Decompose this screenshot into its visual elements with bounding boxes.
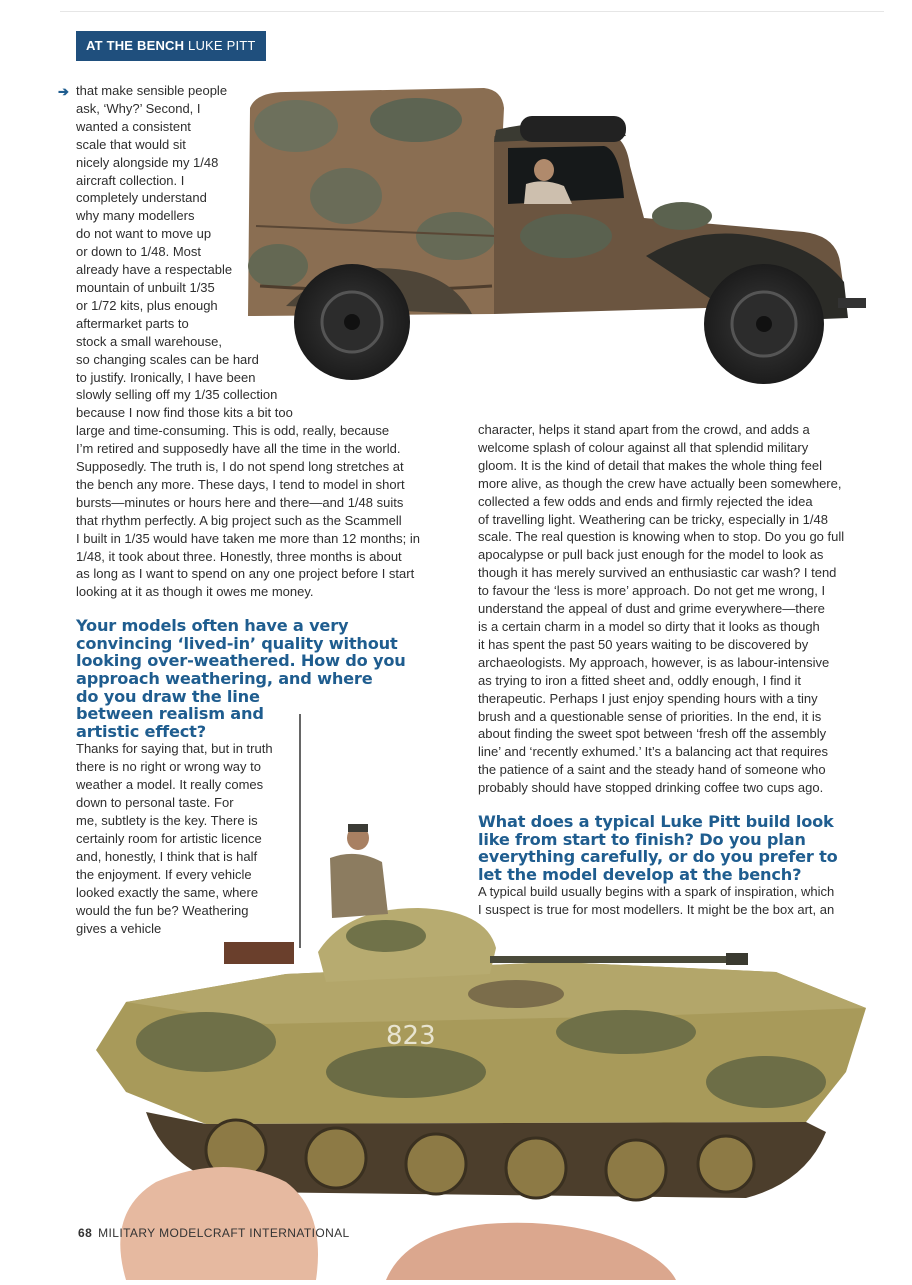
text-line: large and time-consuming. This is odd, really, because (76, 423, 390, 439)
text-line: the bench any more. These days, I tend to model in short (76, 476, 405, 492)
text-line: as trying to iron a fitted sheet and, oddly enough, I find it (478, 672, 802, 688)
text-line: archaeologists. My approach, however, is as labour-intensive (478, 654, 830, 670)
heading-line: What does a typical Luke Pitt build look (478, 812, 834, 832)
text-line: slowly selling off my 1/35 collection (76, 387, 278, 403)
continue-arrow-icon: ➔ (58, 84, 69, 99)
text-line: collected a few odds and ends and firmly rejected the idea (478, 493, 813, 509)
text-line: brush and a questionable sense of priorities. In the end, it is (478, 708, 822, 724)
text-line: me, subtlety is the key. There is (76, 813, 258, 829)
text-line: to favour the ‘less is more’ approach. Do not get me wrong, I (478, 583, 826, 599)
question-heading-weathering (76, 617, 436, 740)
intro-paragraph (76, 82, 436, 601)
text-line: mountain of unbuilt 1/35 (76, 279, 215, 295)
text-line: gloom. It is the kind of detail that makes the whole thing feel (478, 457, 822, 473)
text-line: is a certain charm in a model so dirty that it looks as though (478, 618, 820, 634)
text-line: so changing scales can be hard (76, 351, 259, 367)
text-line: probably should have stopped drinking coffee two cups ago. (478, 780, 824, 796)
text-line: aircraft collection. I (76, 172, 185, 188)
text-line: Supposedly. The truth is, I do not spend long stretches at (76, 459, 404, 475)
heading-line: like from start to finish? Do you plan (478, 829, 806, 849)
text-line: there is no right or wrong way to (76, 759, 261, 775)
text-line: down to personal taste. For (76, 795, 234, 811)
text-line: and, honestly, I think that is half (76, 848, 258, 864)
text-line: I built in 1/35 would have taken me more than 12 months; in (76, 530, 420, 546)
text-line: weather a model. It really comes (76, 777, 264, 793)
bmp-number: 823 (386, 1021, 436, 1051)
heading-line: artistic effect? (76, 721, 206, 741)
answer-paragraph-weathering (76, 740, 436, 937)
text-line: wanted a consistent (76, 118, 191, 134)
page-number: 68 (78, 1226, 93, 1240)
text-line: that make sensible people (76, 83, 228, 98)
text-line: it has spent the past 50 years waiting to be discovered by (478, 636, 809, 652)
text-line: understand the appeal of dust and grime everywhere—there (478, 601, 825, 617)
section-tag-bold: AT THE BENCH (86, 38, 185, 53)
text-line: or down to 1/48. Most (76, 244, 202, 260)
text-line: completely understand (76, 190, 207, 206)
text-line: looking at it as though it owes me money. (76, 584, 314, 600)
heading-line: do you draw the line (76, 686, 260, 706)
text-line: to justify. Ironically, I have been (76, 369, 256, 385)
text-line: therapeutic. Perhaps I just enjoy spending hours with a tiny (478, 690, 818, 706)
text-line: apocalypse or pull back just enough for the model to look as (478, 547, 824, 563)
heading-line: looking over-weathered. How do you (76, 651, 406, 671)
section-tag-author: LUKE PITT (188, 38, 256, 53)
text-line: line’ and ‘recently exhumed.’ It’s a balancing act that requires (478, 744, 828, 760)
top-rule (60, 11, 884, 12)
text-line: or 1/72 kits, plus enough (76, 297, 218, 313)
text-line: already have a respectable (76, 262, 233, 278)
heading-line: let the model develop at the bench? (478, 864, 802, 884)
text-line: aftermarket parts to (76, 315, 189, 331)
text-line: certainly room for artistic licence (76, 830, 262, 846)
text-line: do not want to move up (76, 226, 212, 242)
text-line: Thanks for saying that, but in truth (76, 741, 273, 757)
heading-line: Your models often have a very (76, 616, 349, 636)
heading-line: convincing ‘lived-in’ quality without (76, 633, 398, 653)
text-line: the enjoyment. If every vehicle (76, 866, 252, 882)
text-line: stock a small warehouse, (76, 333, 222, 349)
text-line: more alive, as though the crew have actually been somewhere, (478, 475, 842, 491)
article-column-left (76, 82, 436, 937)
heading-line: approach weathering, and where (76, 669, 373, 689)
text-line: I’m retired and supposedly have all the time in the world. (76, 441, 401, 457)
heading-line: between realism and (76, 704, 264, 724)
page-footer (78, 1226, 350, 1240)
section-tag (76, 31, 266, 61)
text-line: A typical build usually begins with a spark of inspiration, which (478, 884, 835, 900)
text-line: that rhythm perfectly. A big project such as the Scammell (76, 512, 402, 528)
text-line: about finding the sweet spot between ‘fresh off the assembly (478, 726, 827, 742)
text-line: 1/48, it took about three. Honestly, three months is about (76, 548, 402, 564)
text-line: though it has merely survived an enthusiastic car wash? I tend (478, 565, 837, 581)
heading-line: everything carefully, or do you prefer to (478, 847, 838, 867)
text-line: as long as I want to spend on any one project before I start (76, 566, 415, 582)
article-column-right (478, 421, 858, 919)
text-line: because I now find those kits a bit too (76, 405, 293, 421)
text-line: looked exactly the same, where (76, 884, 259, 900)
text-line: would the fun be? Weathering (76, 902, 249, 918)
text-line: of travelling light. Weathering can be tricky, especially in 1/48 (478, 511, 828, 527)
text-line: I suspect is true for most modellers. It might be the box art, an (478, 902, 835, 918)
answer-paragraph-build-process (478, 883, 858, 919)
text-line: scale. The real question is knowing when to stop. Do you go full (478, 529, 845, 545)
question-heading-build-process (478, 813, 858, 883)
text-line: gives a vehicle (76, 920, 162, 936)
text-line: nicely alongside my 1/48 (76, 154, 219, 170)
text-line: the patience of a saint and the steady hand of someone who (478, 762, 826, 778)
text-line: scale that would sit (76, 136, 186, 152)
text-line: ask, ‘Why?’ Second, I (76, 100, 201, 116)
text-line: character, helps it stand apart from the crowd, and adds a (478, 422, 810, 437)
text-line: why many modellers (76, 208, 195, 224)
publication-name: MILITARY MODELCRAFT INTERNATIONAL (98, 1226, 350, 1240)
continued-paragraph (478, 421, 858, 797)
text-line: bursts—minutes or hours here and there—and 1/48 suits (76, 494, 404, 510)
text-line: welcome splash of colour against all that splendid military (478, 439, 809, 455)
